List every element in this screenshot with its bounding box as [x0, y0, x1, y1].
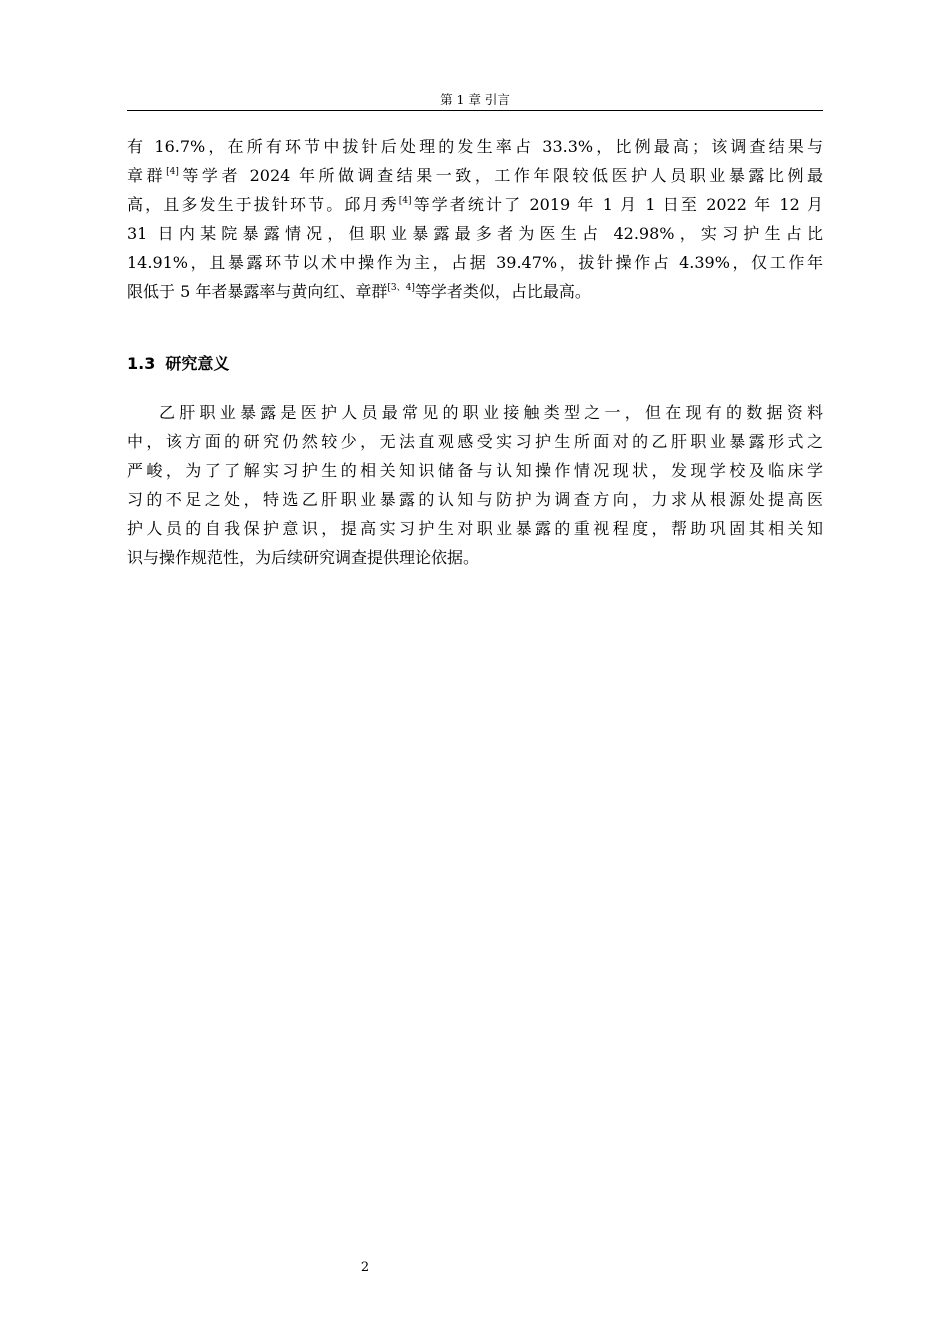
line-text: 高，且多发生于拔针环节。邱月秀 — [127, 195, 399, 214]
paragraph-line — [127, 277, 823, 306]
running-header: 第 1 章 引言 — [440, 92, 510, 107]
paragraph-line: 习的不足之处，特选乙肝职业暴露的认知与防护为调查方向，力求从根源处提高医 — [127, 490, 823, 509]
section-title: 研究意义 — [165, 354, 230, 373]
paragraph-occupational-exposure-stats — [127, 132, 823, 306]
line-text: 章群 — [127, 166, 167, 185]
citation-ref[interactable]: [3、4] — [387, 283, 415, 293]
citation-ref[interactable]: [4] — [398, 196, 412, 206]
line-text: 等学者类似，占比最高。 — [414, 282, 591, 301]
section-number: 1.3 — [127, 354, 156, 373]
page-number: 2 — [360, 1260, 370, 1275]
paragraph-line: 护人员的自我保护意识，提高实习护生对职业暴露的重视程度，帮助巩固其相关知 — [127, 519, 823, 538]
paragraph-line: 14.91%，且暴露环节以术中操作为主，占据 39.47%，拔针操作占 4.39%，仅工作年 — [127, 253, 823, 272]
line-text: 限低于 5 年者暴露率与黄向红、章群 — [127, 282, 388, 301]
paragraph-line: 严峻，为了了解实习护生的相关知识储备与认知操作情况现状，发现学校及临床学 — [127, 461, 823, 480]
paragraph-line — [127, 190, 823, 219]
line-text: 等学者统计了 2019 年 1 月 1 日至 2022 年 12 月 — [411, 195, 823, 214]
section-heading — [127, 352, 229, 376]
line-text: 等学者 2024 年所做调查结果一致，工作年限较低医护人员职业暴露比例最 — [178, 166, 823, 185]
paragraph-line: 31 日内某院暴露情况，但职业暴露最多者为医生占 42.98%，实习护生占比 — [127, 224, 823, 243]
paragraph-line: 中，该方面的研究仍然较少，无法直观感受实习护生所面对的乙肝职业暴露形式之 — [127, 432, 823, 451]
paragraph-line: 识与操作规范性，为后续研究调查提供理论依据。 — [127, 548, 480, 567]
paragraph-research-significance — [127, 398, 823, 572]
paragraph-line: 有 16.7%，在所有环节中拔针后处理的发生率占 33.3%，比例最高；该调查结果与 — [127, 137, 823, 156]
header-rule — [127, 110, 823, 111]
citation-ref[interactable]: [4] — [166, 167, 179, 177]
paragraph-line — [127, 161, 823, 190]
paragraph-line: 乙肝职业暴露是医护人员最常见的职业接触类型之一，但在现有的数据资料 — [159, 403, 823, 422]
